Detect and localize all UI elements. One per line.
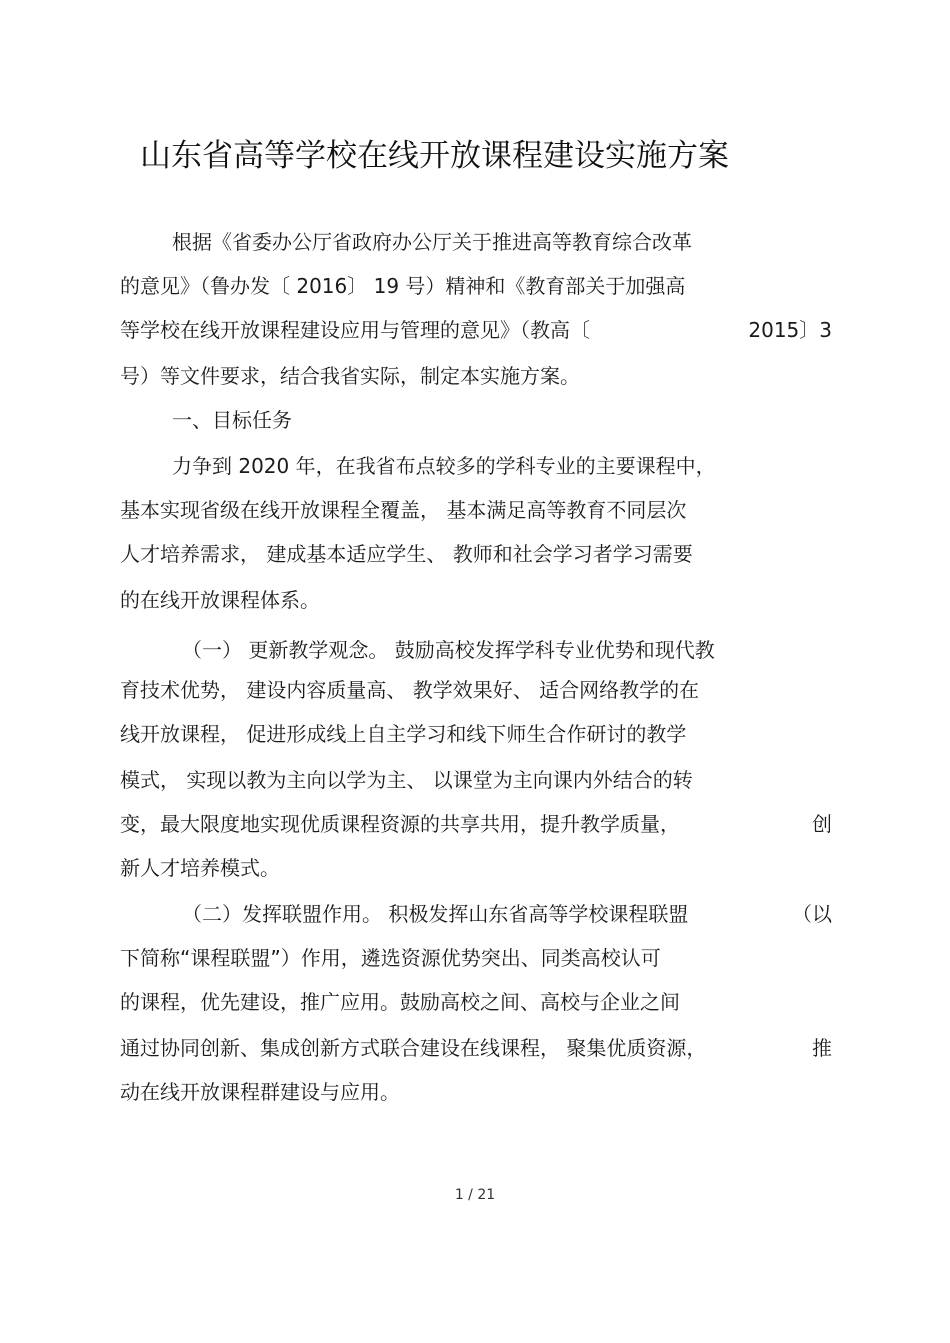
paragraph-line: 的意见》（鲁办发〔 2016〕 19 号）精神和《教育部关于加强高 [120, 274, 686, 298]
paragraph-line: 人才培养需求， 建成基本适应学生、 教师和社会学习者学习需要 [120, 542, 693, 566]
paragraph-line: 基本实现省级在线开放课程全覆盖， 基本满足高等教育不同层次 [120, 498, 687, 522]
section-heading: 一、目标任务 [172, 408, 292, 432]
paragraph-line [182, 900, 832, 928]
document-title: 山东省高等学校在线开放课程建设实施方案 [140, 138, 729, 174]
paragraph-line: （一） 更新教学观念。 鼓励高校发挥学科专业优势和现代教 [182, 638, 715, 662]
paragraph-line-left: （二）发挥联盟作用。 积极发挥山东省高等学校课程联盟 [182, 902, 689, 926]
paragraph-line [120, 316, 832, 344]
paragraph-line: 根据《省委办公厅省政府办公厅关于推进高等教育综合改革 [172, 230, 692, 254]
paragraph-line: 动在线开放课程群建设与应用。 [120, 1080, 400, 1104]
paragraph-line-left: 通过协同创新、集成创新方式联合建设在线课程， 聚集优质资源， [120, 1036, 707, 1060]
paragraph-line: 线开放课程， 促进形成线上自主学习和线下师生合作研讨的教学 [120, 722, 687, 746]
paragraph-line-right: 创 [812, 812, 832, 836]
paragraph-line: 下简称“课程联盟”）作用，遴选资源优势突出、同类高校认可 [120, 946, 661, 970]
paragraph-line [120, 1034, 832, 1062]
page-number: 1 / 21 [454, 1187, 496, 1203]
paragraph-line-left: 变，最大限度地实现优质课程资源的共享共用，提升教学质量， [120, 812, 680, 836]
paragraph-line-left: 等学校在线开放课程建设应用与管理的意见》（教高〔 [120, 318, 590, 342]
paragraph-line-right: 2015〕3 [748, 318, 832, 342]
paragraph-line [120, 810, 832, 838]
paragraph-line-right: 推 [812, 1036, 832, 1060]
paragraph-line: 新人才培养模式。 [120, 856, 280, 880]
paragraph-line: 的课程，优先建设，推广应用。鼓励高校之间、高校与企业之间 [120, 990, 680, 1014]
paragraph-line: 的在线开放课程体系。 [120, 588, 320, 612]
paragraph-line: 模式， 实现以教为主向以学为主、 以课堂为主向课内外结合的转 [120, 768, 693, 792]
paragraph-line: 力争到 2020 年，在我省布点较多的学科专业的主要课程中， [172, 454, 716, 478]
paragraph-line: 育技术优势， 建设内容质量高、 教学效果好、 适合网络教学的在 [120, 678, 700, 702]
paragraph-line-right: （以 [792, 902, 832, 926]
paragraph-line: 号）等文件要求，结合我省实际，制定本实施方案。 [120, 364, 580, 388]
